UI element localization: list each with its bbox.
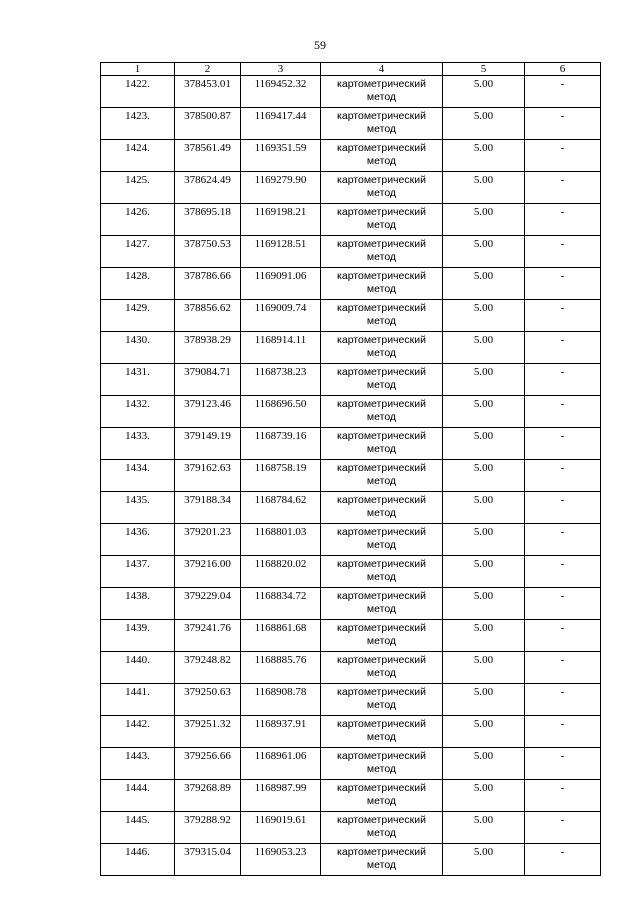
table-row xyxy=(101,364,601,396)
method-cell xyxy=(321,556,443,588)
point-number-cell: 1441. xyxy=(101,684,175,716)
accuracy-cell: 5.00 xyxy=(443,268,525,300)
y-coordinate-cell: 1169053.23 xyxy=(241,844,321,876)
method-cell xyxy=(321,588,443,620)
column-header: 5 xyxy=(443,63,525,76)
method-line1: картометрический xyxy=(337,814,426,826)
description-cell: - xyxy=(525,620,601,652)
y-coordinate-cell: 1168739.16 xyxy=(241,428,321,460)
method-line1: картометрический xyxy=(337,782,426,794)
y-coordinate-cell: 1168885.76 xyxy=(241,652,321,684)
y-coordinate-cell: 1169009.74 xyxy=(241,300,321,332)
table-row xyxy=(101,108,601,140)
method-cell xyxy=(321,332,443,364)
method-line1: картометрический xyxy=(337,206,426,218)
method-cell xyxy=(321,812,443,844)
method-line1: картометрический xyxy=(337,142,426,154)
x-coordinate-cell: 379162.63 xyxy=(175,460,241,492)
y-coordinate-cell: 1169417.44 xyxy=(241,108,321,140)
y-coordinate-cell: 1169198.21 xyxy=(241,204,321,236)
method-line1: картометрический xyxy=(337,238,426,250)
x-coordinate-cell: 379188.34 xyxy=(175,492,241,524)
table-row xyxy=(101,620,601,652)
table-row xyxy=(101,556,601,588)
point-number-cell: 1446. xyxy=(101,844,175,876)
method-line1: картометрический xyxy=(337,462,426,474)
accuracy-cell: 5.00 xyxy=(443,524,525,556)
accuracy-cell: 5.00 xyxy=(443,716,525,748)
point-number-cell: 1439. xyxy=(101,620,175,652)
description-cell: - xyxy=(525,780,601,812)
method-line1: картометрический xyxy=(337,590,426,602)
method-line2: метод xyxy=(366,699,397,711)
method-line1: картометрический xyxy=(337,558,426,570)
method-cell xyxy=(321,236,443,268)
method-line1: картометрический xyxy=(337,654,426,666)
description-cell: - xyxy=(525,684,601,716)
point-number-cell: 1438. xyxy=(101,588,175,620)
y-coordinate-cell: 1168784.62 xyxy=(241,492,321,524)
method-line1: картометрический xyxy=(337,686,426,698)
method-line1: картометрический xyxy=(337,78,426,90)
header-row xyxy=(101,63,601,76)
y-coordinate-cell: 1168937.91 xyxy=(241,716,321,748)
method-line2: метод xyxy=(366,219,397,231)
accuracy-cell: 5.00 xyxy=(443,300,525,332)
y-coordinate-cell: 1168820.02 xyxy=(241,556,321,588)
method-line2: метод xyxy=(366,123,397,135)
method-cell xyxy=(321,844,443,876)
y-coordinate-cell: 1168801.03 xyxy=(241,524,321,556)
point-number-cell: 1445. xyxy=(101,812,175,844)
table-row xyxy=(101,460,601,492)
x-coordinate-cell: 378453.01 xyxy=(175,76,241,108)
method-cell xyxy=(321,76,443,108)
method-line2: метод xyxy=(366,475,397,487)
x-coordinate-cell: 378695.18 xyxy=(175,204,241,236)
x-coordinate-cell: 378624.49 xyxy=(175,172,241,204)
table-row xyxy=(101,140,601,172)
y-coordinate-cell: 1168696.50 xyxy=(241,396,321,428)
x-coordinate-cell: 379216.00 xyxy=(175,556,241,588)
accuracy-cell: 5.00 xyxy=(443,812,525,844)
accuracy-cell: 5.00 xyxy=(443,332,525,364)
point-number-cell: 1427. xyxy=(101,236,175,268)
accuracy-cell: 5.00 xyxy=(443,652,525,684)
x-coordinate-cell: 379248.82 xyxy=(175,652,241,684)
method-line1: картометрический xyxy=(337,366,426,378)
accuracy-cell: 5.00 xyxy=(443,492,525,524)
x-coordinate-cell: 379288.92 xyxy=(175,812,241,844)
y-coordinate-cell: 1168908.78 xyxy=(241,684,321,716)
method-line2: метод xyxy=(366,763,397,775)
description-cell: - xyxy=(525,140,601,172)
x-coordinate-cell: 379084.71 xyxy=(175,364,241,396)
method-line1: картометрический xyxy=(337,398,426,410)
accuracy-cell: 5.00 xyxy=(443,844,525,876)
method-line2: метод xyxy=(366,731,397,743)
description-cell: - xyxy=(525,172,601,204)
y-coordinate-cell: 1169351.59 xyxy=(241,140,321,172)
method-line1: картометрический xyxy=(337,270,426,282)
method-cell xyxy=(321,748,443,780)
x-coordinate-cell: 378500.87 xyxy=(175,108,241,140)
method-line2: метод xyxy=(366,379,397,391)
method-cell xyxy=(321,364,443,396)
accuracy-cell: 5.00 xyxy=(443,108,525,140)
y-coordinate-cell: 1169019.61 xyxy=(241,812,321,844)
point-number-cell: 1444. xyxy=(101,780,175,812)
point-number-cell: 1442. xyxy=(101,716,175,748)
method-line1: картометрический xyxy=(337,174,426,186)
point-number-cell: 1429. xyxy=(101,300,175,332)
method-cell xyxy=(321,108,443,140)
method-line1: картометрический xyxy=(337,750,426,762)
accuracy-cell: 5.00 xyxy=(443,76,525,108)
point-number-cell: 1434. xyxy=(101,460,175,492)
method-line2: метод xyxy=(366,187,397,199)
description-cell: - xyxy=(525,844,601,876)
table-row xyxy=(101,268,601,300)
method-cell xyxy=(321,396,443,428)
column-header: 1 xyxy=(101,63,175,76)
method-line2: метод xyxy=(366,827,397,839)
method-line1: картометрический xyxy=(337,302,426,314)
y-coordinate-cell: 1168987.99 xyxy=(241,780,321,812)
point-number-cell: 1443. xyxy=(101,748,175,780)
point-number-cell: 1422. xyxy=(101,76,175,108)
x-coordinate-cell: 379315.04 xyxy=(175,844,241,876)
method-cell xyxy=(321,652,443,684)
accuracy-cell: 5.00 xyxy=(443,556,525,588)
column-header: 3 xyxy=(241,63,321,76)
method-cell xyxy=(321,684,443,716)
y-coordinate-cell: 1169452.32 xyxy=(241,76,321,108)
method-line2: метод xyxy=(366,155,397,167)
accuracy-cell: 5.00 xyxy=(443,140,525,172)
table-row xyxy=(101,428,601,460)
x-coordinate-cell: 379241.76 xyxy=(175,620,241,652)
table-row xyxy=(101,396,601,428)
table-row xyxy=(101,172,601,204)
table-row xyxy=(101,780,601,812)
method-line2: метод xyxy=(366,539,397,551)
accuracy-cell: 5.00 xyxy=(443,428,525,460)
point-number-cell: 1431. xyxy=(101,364,175,396)
method-line2: метод xyxy=(366,635,397,647)
method-cell xyxy=(321,172,443,204)
method-line1: картометрический xyxy=(337,430,426,442)
method-cell xyxy=(321,428,443,460)
point-number-cell: 1440. xyxy=(101,652,175,684)
table-row xyxy=(101,748,601,780)
method-line2: метод xyxy=(366,507,397,519)
table-row xyxy=(101,76,601,108)
table-row xyxy=(101,652,601,684)
table-row xyxy=(101,716,601,748)
x-coordinate-cell: 378938.29 xyxy=(175,332,241,364)
y-coordinate-cell: 1168738.23 xyxy=(241,364,321,396)
accuracy-cell: 5.00 xyxy=(443,204,525,236)
x-coordinate-cell: 379201.23 xyxy=(175,524,241,556)
table-row xyxy=(101,844,601,876)
point-number-cell: 1436. xyxy=(101,524,175,556)
coordinates-table xyxy=(100,62,601,876)
description-cell: - xyxy=(525,492,601,524)
method-line2: метод xyxy=(366,859,397,871)
method-line2: метод xyxy=(366,667,397,679)
y-coordinate-cell: 1168914.11 xyxy=(241,332,321,364)
x-coordinate-cell: 379256.66 xyxy=(175,748,241,780)
method-cell xyxy=(321,524,443,556)
x-coordinate-cell: 379149.19 xyxy=(175,428,241,460)
description-cell: - xyxy=(525,396,601,428)
method-line1: картометрический xyxy=(337,622,426,634)
point-number-cell: 1435. xyxy=(101,492,175,524)
accuracy-cell: 5.00 xyxy=(443,588,525,620)
table-row xyxy=(101,204,601,236)
description-cell: - xyxy=(525,268,601,300)
point-number-cell: 1433. xyxy=(101,428,175,460)
table-row xyxy=(101,812,601,844)
accuracy-cell: 5.00 xyxy=(443,460,525,492)
x-coordinate-cell: 378561.49 xyxy=(175,140,241,172)
description-cell: - xyxy=(525,812,601,844)
y-coordinate-cell: 1168834.72 xyxy=(241,588,321,620)
method-line2: метод xyxy=(366,795,397,807)
accuracy-cell: 5.00 xyxy=(443,620,525,652)
y-coordinate-cell: 1168758.19 xyxy=(241,460,321,492)
method-line2: метод xyxy=(366,251,397,263)
method-line1: картометрический xyxy=(337,494,426,506)
description-cell: - xyxy=(525,460,601,492)
point-number-cell: 1430. xyxy=(101,332,175,364)
description-cell: - xyxy=(525,748,601,780)
method-line1: картометрический xyxy=(337,846,426,858)
x-coordinate-cell: 379268.89 xyxy=(175,780,241,812)
description-cell: - xyxy=(525,236,601,268)
method-line1: картометрический xyxy=(337,334,426,346)
description-cell: - xyxy=(525,364,601,396)
table-row xyxy=(101,524,601,556)
method-cell xyxy=(321,716,443,748)
method-cell xyxy=(321,492,443,524)
method-line2: метод xyxy=(366,443,397,455)
accuracy-cell: 5.00 xyxy=(443,396,525,428)
column-header: 4 xyxy=(321,63,443,76)
method-line2: метод xyxy=(366,283,397,295)
table-row xyxy=(101,684,601,716)
point-number-cell: 1437. xyxy=(101,556,175,588)
accuracy-cell: 5.00 xyxy=(443,748,525,780)
x-coordinate-cell: 379229.04 xyxy=(175,588,241,620)
method-cell xyxy=(321,460,443,492)
method-cell xyxy=(321,204,443,236)
description-cell: - xyxy=(525,76,601,108)
description-cell: - xyxy=(525,588,601,620)
table-row xyxy=(101,492,601,524)
method-line1: картометрический xyxy=(337,110,426,122)
description-cell: - xyxy=(525,652,601,684)
description-cell: - xyxy=(525,332,601,364)
point-number-cell: 1424. xyxy=(101,140,175,172)
y-coordinate-cell: 1169279.90 xyxy=(241,172,321,204)
accuracy-cell: 5.00 xyxy=(443,684,525,716)
y-coordinate-cell: 1169091.06 xyxy=(241,268,321,300)
table-row xyxy=(101,236,601,268)
method-line1: картометрический xyxy=(337,718,426,730)
x-coordinate-cell: 379250.63 xyxy=(175,684,241,716)
method-line2: метод xyxy=(366,603,397,615)
point-number-cell: 1428. xyxy=(101,268,175,300)
y-coordinate-cell: 1168861.68 xyxy=(241,620,321,652)
x-coordinate-cell: 379251.32 xyxy=(175,716,241,748)
x-coordinate-cell: 378856.62 xyxy=(175,300,241,332)
method-cell xyxy=(321,268,443,300)
x-coordinate-cell: 379123.46 xyxy=(175,396,241,428)
accuracy-cell: 5.00 xyxy=(443,172,525,204)
accuracy-cell: 5.00 xyxy=(443,364,525,396)
point-number-cell: 1432. xyxy=(101,396,175,428)
page-number: 59 xyxy=(314,38,326,52)
point-number-cell: 1425. xyxy=(101,172,175,204)
table-row xyxy=(101,588,601,620)
method-line2: метод xyxy=(366,315,397,327)
description-cell: - xyxy=(525,204,601,236)
method-line1: картометрический xyxy=(337,526,426,538)
description-cell: - xyxy=(525,716,601,748)
method-line2: метод xyxy=(366,571,397,583)
table-row xyxy=(101,300,601,332)
point-number-cell: 1423. xyxy=(101,108,175,140)
method-cell xyxy=(321,300,443,332)
method-cell xyxy=(321,140,443,172)
description-cell: - xyxy=(525,428,601,460)
description-cell: - xyxy=(525,300,601,332)
column-header: 2 xyxy=(175,63,241,76)
column-header: 6 xyxy=(525,63,601,76)
description-cell: - xyxy=(525,556,601,588)
method-line2: метод xyxy=(366,91,397,103)
description-cell: - xyxy=(525,108,601,140)
table-row xyxy=(101,332,601,364)
x-coordinate-cell: 378750.53 xyxy=(175,236,241,268)
accuracy-cell: 5.00 xyxy=(443,780,525,812)
point-number-cell: 1426. xyxy=(101,204,175,236)
description-cell: - xyxy=(525,524,601,556)
method-cell xyxy=(321,780,443,812)
accuracy-cell: 5.00 xyxy=(443,236,525,268)
method-cell xyxy=(321,620,443,652)
y-coordinate-cell: 1169128.51 xyxy=(241,236,321,268)
method-line2: метод xyxy=(366,347,397,359)
x-coordinate-cell: 378786.66 xyxy=(175,268,241,300)
y-coordinate-cell: 1168961.06 xyxy=(241,748,321,780)
method-line2: метод xyxy=(366,411,397,423)
